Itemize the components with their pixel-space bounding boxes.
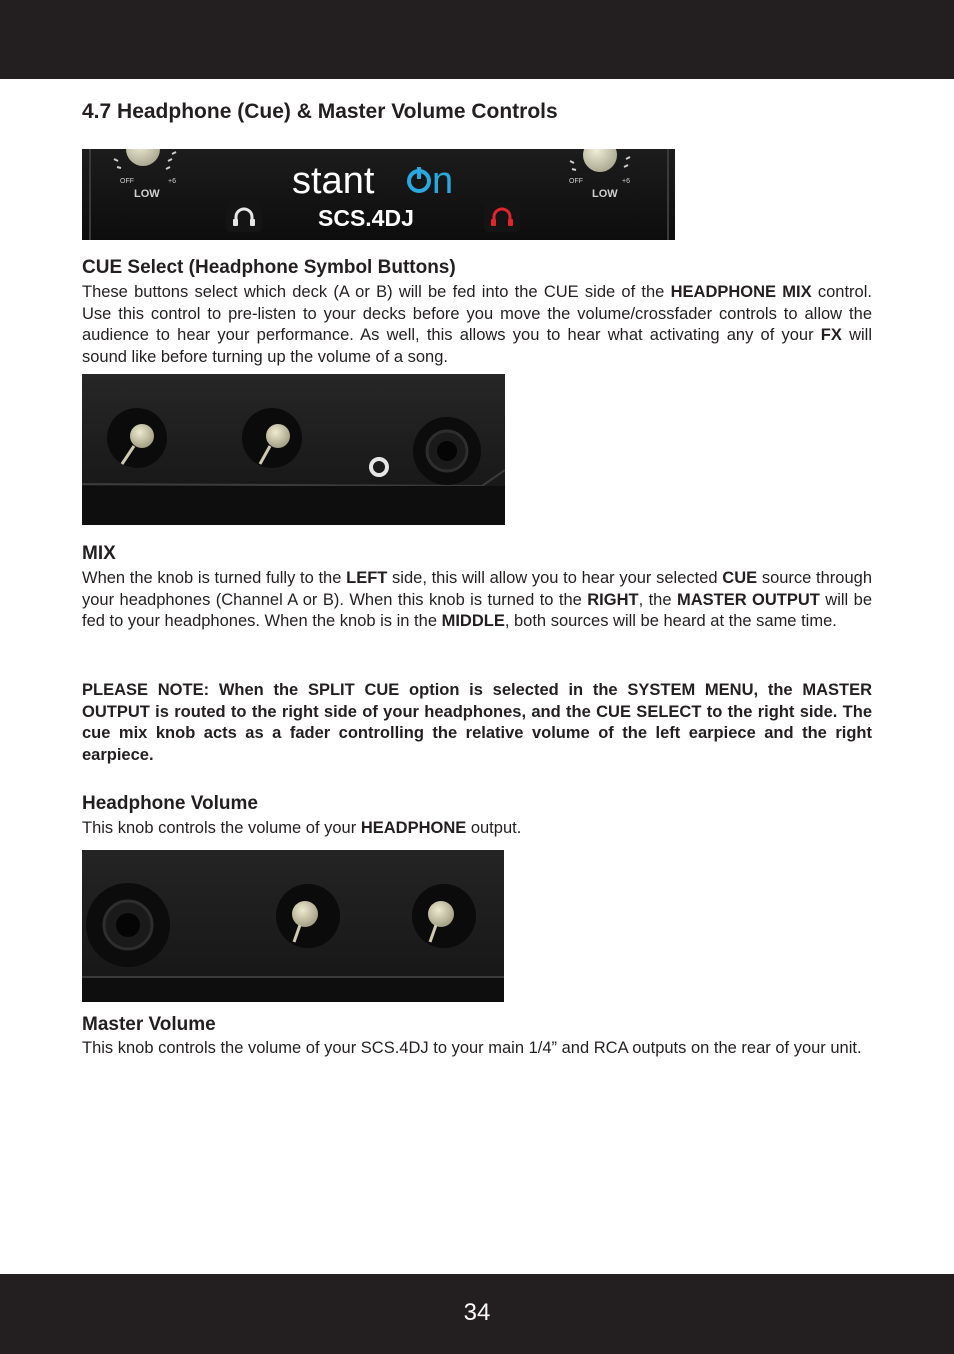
headphone-volume-heading: Headphone Volume	[82, 793, 258, 814]
mix-paragraph: When the knob is turned fully to the LEFT side, this will allow you to hear your selected CUE source through your headphones (Channel A or B). When this knob is turned to the RIGHT, the MASTER OUTPUT will be fed to your headphones. When the knob is in the MIDDLE, both sources will be heard at the same time.	[82, 569, 872, 631]
knob-max-label: +6	[622, 178, 630, 185]
page-number: 34	[463, 1299, 491, 1326]
mix-knob-photo	[82, 374, 505, 525]
knob-low-label: LOW	[134, 188, 160, 200]
headphone-volume-paragraph: This knob controls the volume of your HEADPHONE output.	[82, 819, 522, 837]
headphone-jack	[86, 883, 170, 967]
knob-off-label: OFF	[569, 178, 583, 185]
volume-knobs-photo	[82, 850, 504, 1002]
split-cue-note: PLEASE NOTE: When the SPLIT CUE option is selected in the SYSTEM MENU, the MASTER OUTPUT is routed to the right side of your headphones, and the CUE SELECT to the right side. The cue mix knob acts as a fader controlling the relative volume of the left earpiece and the right earpiece.	[82, 681, 872, 765]
brand-text-accent: n	[432, 160, 454, 202]
master-volume-heading: Master Volume	[82, 1014, 216, 1035]
headphone-jack	[413, 417, 481, 485]
controller-banner-photo	[82, 149, 675, 240]
headphone-volume-knob[interactable]	[242, 408, 302, 468]
cue-b-headphone-button[interactable]	[484, 202, 520, 232]
master-volume-knob[interactable]	[412, 884, 476, 948]
knob-off-label: OFF	[120, 178, 134, 185]
knob-low-label: LOW	[592, 188, 618, 200]
master-volume-paragraph: This knob controls the volume of your SCS.4DJ to your main 1/4” and RCA outputs on the rear of your unit.	[82, 1039, 862, 1057]
page-title: 4.7 Headphone (Cue) & Master Volume Controls	[82, 100, 558, 123]
cue-a-headphone-button[interactable]	[226, 202, 262, 232]
cue-select-heading: CUE Select (Headphone Symbol Buttons)	[82, 257, 456, 278]
brand-text: stant	[292, 160, 375, 202]
header-bar	[0, 0, 954, 79]
headphone-volume-knob[interactable]	[276, 884, 340, 948]
knob-max-label: +6	[168, 178, 176, 185]
mix-heading: MIX	[82, 543, 116, 564]
cue-select-paragraph: These buttons select which deck (A or B) will be fed into the CUE side of the HEADPHONE MIX control. Use this control to pre-listen to your decks before you move the volume/crossfader controls to allow the audience to hear your performance. As well, this allows you to hear what activating any of your FX will sound like before turning up the volume of a song.	[82, 283, 872, 367]
mix-knob[interactable]	[107, 408, 167, 468]
model-name: SCS.4DJ	[318, 205, 414, 231]
